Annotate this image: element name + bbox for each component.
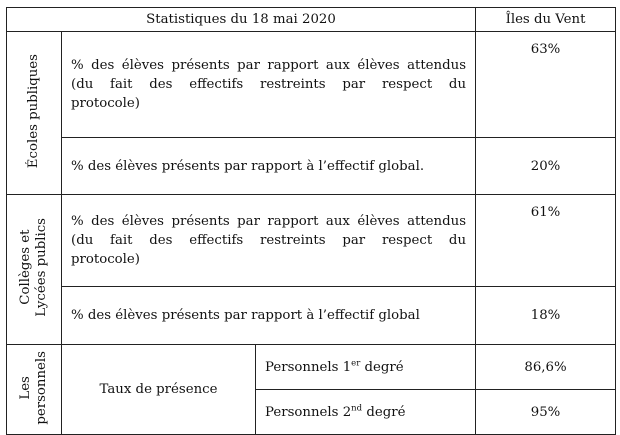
group-label-line: personnels [34, 350, 49, 425]
description-line: % des élèves présents par rapport aux élèves attendus [71, 58, 467, 73]
row-description [62, 32, 476, 138]
description-line: (du fait des effectifs restreints par respect du [71, 77, 467, 92]
table-header-row [7, 8, 616, 32]
group-label-line: Collèges et [18, 229, 33, 306]
row-description: % des élèves présents par rapport à l’effectif global [62, 287, 476, 345]
row-description [62, 195, 476, 287]
ordinal-superscript: er [351, 358, 361, 369]
label-text: degré [362, 404, 406, 420]
group-label-ecoles [7, 32, 62, 195]
description-line: (du fait des effectifs restreints par respect du [71, 233, 467, 248]
personnel-second-degree-label [256, 390, 476, 435]
table-row [7, 32, 616, 138]
header-stats-title: Statistiques du 18 mai 2020 [7, 8, 476, 32]
group-label-colleges [7, 195, 62, 345]
group-label-text [18, 351, 50, 425]
description-line: protocole) [71, 252, 140, 267]
description-line: protocole) [71, 96, 140, 111]
row-value: 86,6% [476, 345, 616, 390]
label-text: Personnels 2 [265, 404, 352, 420]
personnel-first-degree-label [256, 345, 476, 390]
table-row [7, 287, 616, 345]
statistics-table [6, 7, 616, 435]
description-line: % des élèves présents par rapport aux élèves attendus [71, 214, 467, 229]
row-value: 63% [476, 32, 616, 138]
table-row [7, 345, 616, 390]
table-row [7, 138, 616, 195]
group-label-text [18, 218, 50, 317]
row-value: 95% [476, 390, 616, 435]
group-label-personnels [7, 345, 62, 435]
table-row [7, 195, 616, 287]
ordinal-superscript: nd [351, 403, 363, 414]
row-description: % des élèves présents par rapport à l’effectif global. [62, 138, 476, 195]
group-label-line: Lycées publics [34, 218, 49, 317]
label-text: degré [360, 359, 404, 375]
header-region: Îles du Vent [476, 8, 616, 32]
row-value: 20% [476, 138, 616, 195]
taux-de-presence-label: Taux de présence [62, 345, 256, 435]
group-label-line: Les [18, 375, 33, 400]
group-label-text: Écoles publiques [26, 53, 41, 169]
row-value: 18% [476, 287, 616, 345]
label-text: Personnels 1 [265, 359, 352, 375]
row-value: 61% [476, 195, 616, 287]
